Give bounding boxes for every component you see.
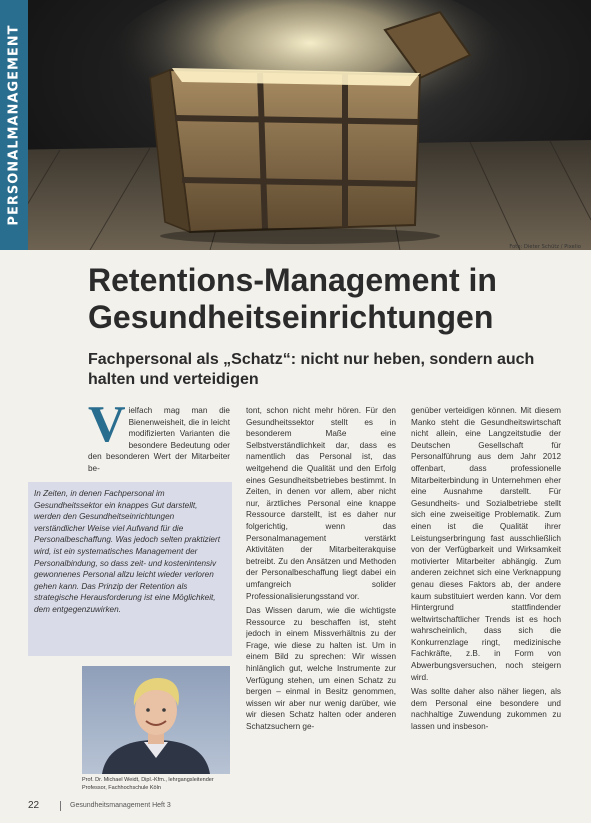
- article-column-2: [246, 405, 396, 803]
- author-portrait: [82, 666, 230, 774]
- page-footer: [28, 800, 568, 814]
- magazine-name: Gesundheitsmanagement Heft 3: [70, 802, 171, 809]
- hero-photo: [0, 0, 591, 250]
- photo-credit: Foto: Dieter Schütz / Pixelio: [509, 244, 581, 250]
- treasure-chest-illustration: [0, 0, 591, 250]
- article-column-3: [411, 405, 561, 803]
- article-intro: [88, 396, 230, 475]
- article-subtitle: Fachpersonal als „Schatz“: nicht nur heben, sondern auch halten und verteidigen: [88, 351, 535, 388]
- paragraph: Was sollte daher also näher liegen, als dem Personal eine besondere und nachhaltige Zuwendung zukommen zu lassen und insbeson-: [411, 687, 561, 732]
- intro-text: ielfach mag man die Bienenweisheit, die in leicht modifizierten Varianten die besondere Bedeutung oder den besonderen Wert der Mitarbeiter be-: [88, 406, 230, 473]
- paragraph: Das Wissen darum, wie die wichtigste Ressource zu beschaffen ist, steht jedoch in einem Missverhältnis zu der Frage, wie diese zu halten ist. Um in einem Bild zu sprechen: Wir wissen hinlänglich gut, welche Instrumente zur Verfügung stehen, um einen Schatz zu bergen – einmal in Besitz genommen, wissen wir aber nur wenig darüber, wie wir diesen Schatz halten oder anderen Schatzsuchern ge-: [246, 606, 396, 732]
- author-photo: [82, 666, 230, 774]
- author-caption: Prof. Dr. Michael Weidt, Dipl.-Kfm., lehrgangsleitender Professor, Fachhochschule Köln: [82, 777, 214, 791]
- paragraph: genüber verteidigen können. Mit diesem Manko steht die Gesundheitswirtschaft nicht allein, eine Langzeitstudie der Deutschen Gesellschaft für Personalführung aus dem Jahr 2012 offenbart, dass professionelle Mitarbeiterbindung in Unternehmen eher eine Ausnahme darstellt. Für Gesundheits- und Sozialbetriebe stellt sich eine zweiseitige Problematik. Zum einen ist die Qualität ihrer Leistungserbringung fast ausschließlich von der Verfügbarkeit und Wirksamkeit motivierter Mitarbeiter abhängig. Zum anderen zeichnet sich eine Verknappung genau dieses Faktors ab, der andere kaum substituiert werden kann. Vor dem Hintergrund stattfindender weltwirtschaftlicher Trends ist es hoch wahrscheinlich, dass sich die Konkurrenzlage ringt, medizinische Fachkräfte, z.B. in Form von Abwerbungsversuchen, noch steigern wird.: [411, 406, 561, 682]
- section-label: PERSONALMANAGEMENT: [6, 24, 22, 226]
- paragraph: tont, schon nicht mehr hören. Für den Gesundheitssektor stellt es in besonderem Maße eine Selbstverständlichkeit dar, dass es namentlich das Personal ist, das weitgehend die Qualität und den Erfolg eines Gesundheitsbetriebes bestimmt. In Zeiten, in denen vor allem, aber nicht nur, ärztliches Personal eine knappe Ressource darstellt, ist es daher nur folgerichtig, wenn das Personalmanagement verstärkt Aktivitäten der Mitarbeiterakquise betreibt. Zu den Ansätzen und Methoden der Personalbeschaffung liegt dabei ein umfangreich solider Professionalisierungsstand vor.: [246, 406, 396, 601]
- article-title: Retentions-Management in Gesundheitseinrichtungen: [88, 262, 497, 335]
- section-tab: [0, 0, 28, 250]
- footer-divider: [60, 801, 61, 811]
- page-number: 22: [28, 800, 40, 811]
- teaser-box: In Zeiten, in denen Fachpersonal im Gesundheitssektor ein knappes Gut darstellt, werden den Gesundheitseinrichtungen verständlicher Weise viel Aufwand für die Personalbeschaffung. Was jedoch selten praktiziert wird, ist ein systematisches Management der Personalbindung, so dass zeit- und kostenintensiv gewonnenes Personal allzu leicht wieder verloren gehen kann. Das Prinzip der Retention als strategische Herausforderung ist eine Möglichkeit, dem entgegenzuwirken.: [28, 482, 232, 656]
- drop-cap: V: [88, 396, 126, 453]
